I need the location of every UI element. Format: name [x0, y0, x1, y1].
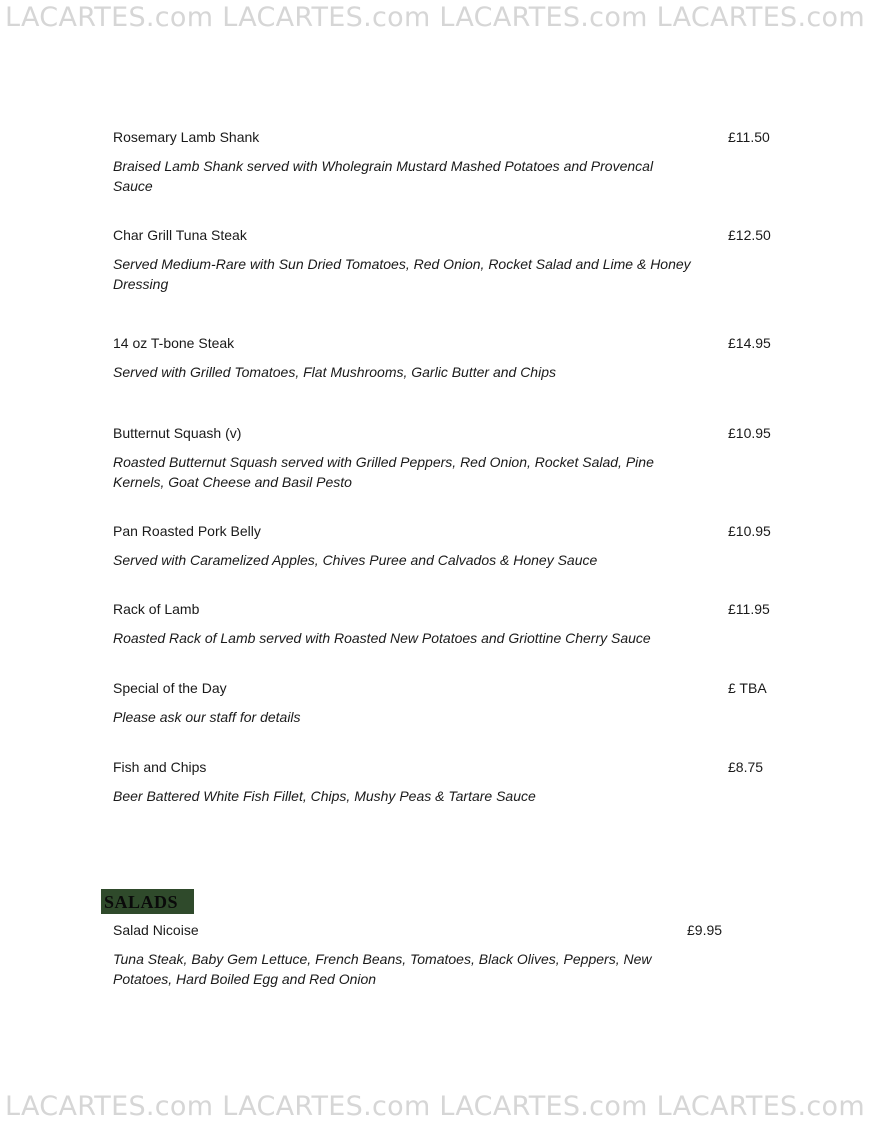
menu-item-name: Pan Roasted Pork Belly	[113, 523, 261, 539]
menu-item-char-grill-tuna-steak	[113, 226, 775, 294]
menu-item-price: £14.95	[728, 335, 771, 351]
menu-item-t-bone-steak	[113, 334, 775, 383]
menu-item-name: Special of the Day	[113, 680, 227, 696]
menu-item-butternut-squash	[113, 424, 775, 492]
menu-item-salad-nicoise	[113, 921, 775, 989]
menu-item-name: Rack of Lamb	[113, 601, 200, 617]
menu-item-description: Served Medium-Rare with Sun Dried Tomatoes, Red Onion, Rocket Salad and Lime & Honey Dressing	[113, 256, 691, 292]
menu-item-rosemary-lamb-shank	[113, 128, 775, 196]
menu-item-name: Salad Nicoise	[113, 922, 199, 938]
menu-item-description: Served with Caramelized Apples, Chives Puree and Calvados & Honey Sauce	[113, 552, 598, 568]
menu-item-fish-and-chips	[113, 758, 775, 807]
menu-item-price: £9.95	[687, 922, 723, 938]
watermark-top: LACARTES.com LACARTES.com LACARTES.com LACARTES.com	[5, 2, 865, 33]
menu-item-price: £ TBA	[728, 680, 767, 696]
menu-item-name: 14 oz T-bone Steak	[113, 335, 235, 351]
menu-item-price: £8.75	[728, 759, 764, 775]
watermark-bottom: LACARTES.com LACARTES.com LACARTES.com LACARTES.com	[5, 1091, 865, 1122]
menu-item-name: Butternut Squash (v)	[113, 425, 242, 441]
menu-item-price: £11.95	[728, 601, 770, 617]
menu-item-description: Served with Grilled Tomatoes, Flat Mushrooms, Garlic Butter and Chips	[113, 364, 556, 380]
menu-item-name: Rosemary Lamb Shank	[113, 129, 260, 145]
menu-item-price: £10.95	[728, 425, 771, 441]
menu-item-rack-of-lamb	[113, 600, 775, 649]
menu-item-description: Braised Lamb Shank served with Wholegrain Mustard Mashed Potatoes and Provencal Sauce	[113, 158, 654, 194]
menu-item-description: Roasted Rack of Lamb served with Roasted New Potatoes and Griottine Cherry Sauce	[113, 630, 651, 646]
menu-item-price: £12.50	[728, 227, 771, 243]
menu-item-description: Tuna Steak, Baby Gem Lettuce, French Beans, Tomatoes, Black Olives, Peppers, New Potatoes, Hard Boiled Egg and Red Onion	[113, 951, 652, 987]
menu-item-name: Fish and Chips	[113, 759, 207, 775]
menu-item-price: £11.50	[728, 129, 770, 145]
menu-item-description: Roasted Butternut Squash served with Grilled Peppers, Red Onion, Rocket Salad, Pine Kernels, Goat Cheese and Basil Pesto	[113, 454, 654, 490]
menu-item-special-of-the-day	[113, 679, 775, 728]
menu-item-name: Char Grill Tuna Steak	[113, 227, 247, 243]
section-heading-salads: SALADS	[101, 889, 194, 914]
menu-item-description: Please ask our staff for details	[113, 709, 301, 725]
menu-item-pan-roasted-pork-belly	[113, 522, 775, 571]
menu-item-price: £10.95	[728, 523, 771, 539]
menu-item-description: Beer Battered White Fish Fillet, Chips, Mushy Peas & Tartare Sauce	[113, 788, 536, 804]
